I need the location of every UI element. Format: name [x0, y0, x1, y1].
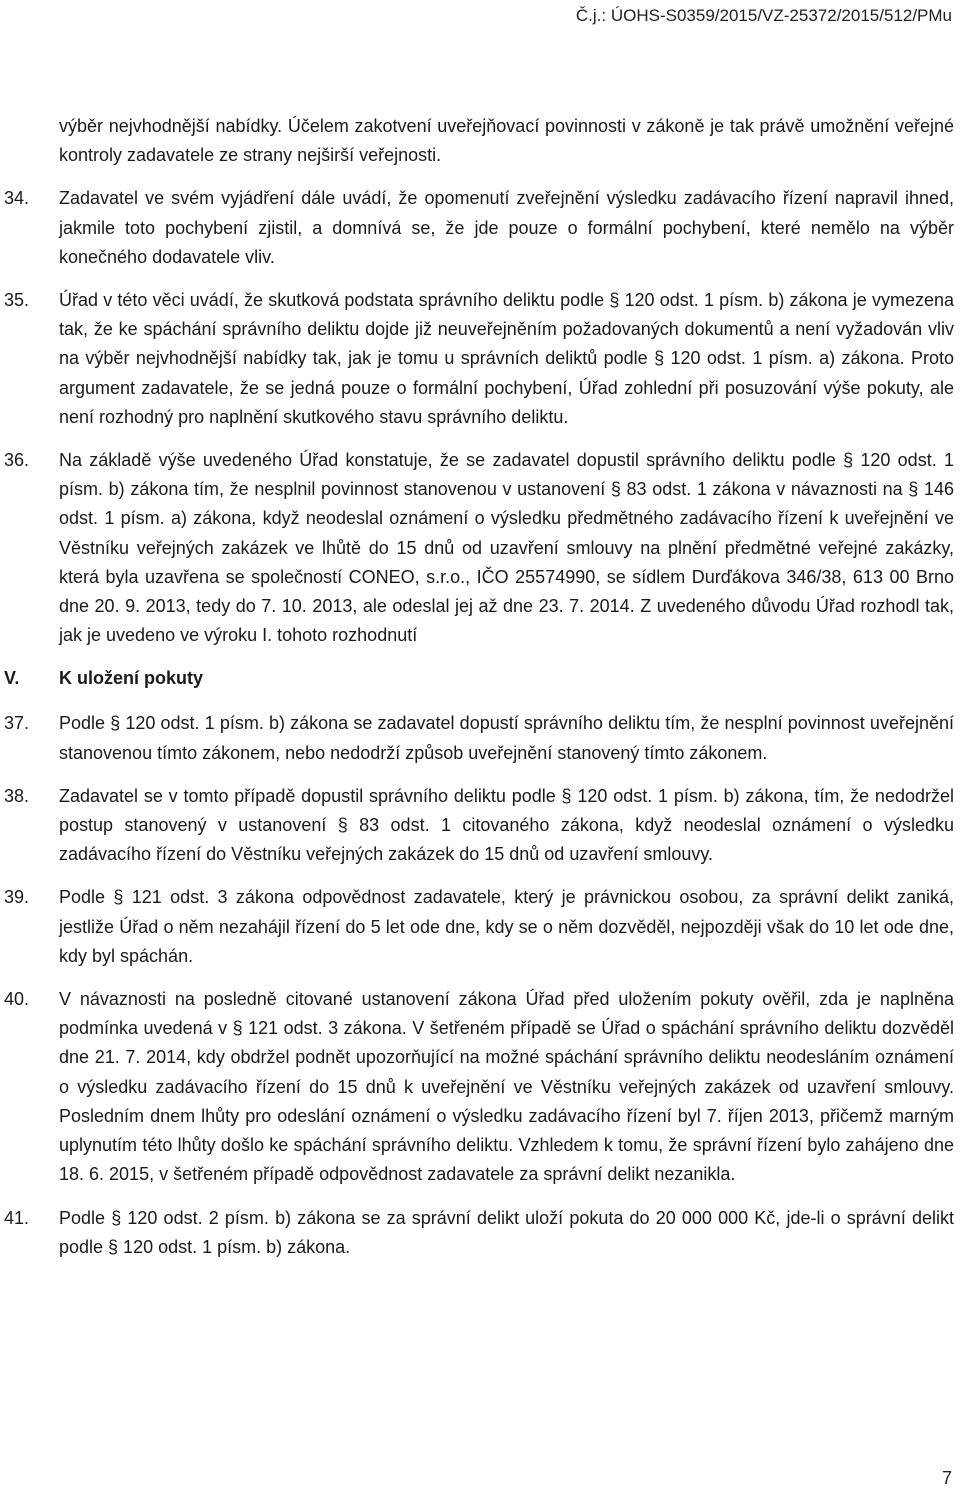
page-number: 7 [941, 1468, 952, 1488]
paragraph-34 [4, 184, 954, 272]
paragraph-35 [4, 286, 954, 432]
paragraph-text: Podle § 120 odst. 2 písm. b) zákona se za správní delikt uloží pokuta do 20 000 000 Kč, jde-li o správní delikt podle § 120 odst. 1 písm. b) zákona. [59, 1207, 954, 1257]
paragraph-40 [4, 985, 954, 1189]
paragraph-number: 35. [4, 290, 30, 311]
section-title: K uložení pokuty [59, 668, 203, 689]
paragraph-text: V návaznosti na posledně citované ustanovení zákona Úřad před uložením pokuty ověřil, zda je naplněna podmínka uvedená v § 121 odst. 3 zákona. V šetřeném případě se Úřad o spáchání správního deliktu dozvěděl dne 21. 7. 2014, kdy obdržel podnět upozorňující na možné spáchání správního deliktu neodesláním oznámení o výsledku zadávacího řízení do 15 dnů k uveřejnění ve Věstníku veřejných zakázek od uzavření smlouvy. Posledním dnem lhůty pro odeslání oznámení o výsledku zadávacího řízení byl 7. říjen 2013, přičemž marným uplynutím této lhůty došlo ke spáchání správního deliktu. Vzhledem k tomu, že správní řízení bylo zahájeno dne 18. 6. 2015, v šetřeném případě odpovědnost zadavatele za správní delikt nezanikla. [59, 989, 954, 1185]
continuation-text [4, 112, 954, 170]
paragraph-37 [4, 709, 954, 767]
paragraph-38 [4, 782, 954, 870]
paragraph-text: Na základě výše uvedeného Úřad konstatuje, že se zadavatel dopustil správního deliktu podle § 120 odst. 1 písm. b) zákona tím, že nesplnil povinnost stanovenou v ustanovení § 83 odst. 1 zákona v návaznosti na § 146 odst. 1 písm. a) zákona, když neodeslal oznámení o výsledku předmětného zadávacího řízení k uveřejnění ve Věstníku veřejných zakázek ve lhůtě do 15 dnů od uzavření smlouvy na plnění předmětné veřejné zakázky, která byla uzavřena se společností CONEO, s.r.o., IČO 25574990, se sídlem Durďákova 346/38, 613 00 Brno dne 20. 9. 2013, tedy do 7. 10. 2013, ale odeslal jej až dne 23. 7. 2014. Z uvedeného důvodu Úřad rozhodl tak, jak je uvedeno ve výroku I. tohoto rozhodnutí [59, 450, 954, 646]
section-number: V. [4, 668, 20, 689]
paragraph-text: Úřad v této věci uvádí, že skutková podstata správního deliktu podle § 120 odst. 1 písm. b) zákona je vymezena tak, že ke spáchání správního deliktu dojde již neuveřejněním požadovaných dokumentů a není vyžadován vliv na výběr nejvhodnější nabídky tak, jak je tomu u správních deliktů podle § 120 odst. 1 písm. a) zákona. Proto argument zadavatele, že se jedná pouze o formální pochybení, Úřad zohlední při posuzování výše pokuty, ale není rozhodný pro naplnění skutkového stavu správního deliktu. [59, 290, 954, 427]
paragraph-number: 34. [4, 188, 30, 209]
paragraph-36 [4, 446, 954, 650]
paragraph-number: 37. [4, 713, 30, 734]
paragraph-39 [4, 883, 954, 971]
document-reference: Č.j.: ÚOHS-S0359/2015/VZ-25372/2015/512/PMu [575, 6, 952, 25]
paragraph-text: Podle § 121 odst. 3 zákona odpovědnost zadavatele, který je právnickou osobou, za správní delikt zaniká, jestliže Úřad o něm nezahájil řízení do 5 let ode dne, kdy se o něm dozvěděl, nejpozději však do 10 let ode dne, kdy byl spáchán. [59, 887, 954, 966]
paragraph-41 [4, 1204, 954, 1262]
section-heading [4, 664, 954, 693]
paragraph-number: 39. [4, 887, 30, 908]
paragraph-number: 36. [4, 450, 30, 471]
paragraph-number: 40. [4, 989, 30, 1010]
document-body [4, 112, 954, 1276]
paragraph-text: Zadavatel se v tomto případě dopustil správního deliktu podle § 120 odst. 1 písm. b) zákona, tím, že nedodržel postup stanovený v ustanovení § 83 odst. 1 citovaného zákona, když neodeslal oznámení o výsledku zadávacího řízení do Věstníku veřejných zakázek do 15 dnů od uzavření smlouvy. [59, 785, 954, 865]
paragraph-number: 38. [4, 785, 30, 806]
paragraph-number: 41. [4, 1207, 30, 1228]
paragraph-text: výběr nejvhodnější nabídky. Účelem zakotvení uveřejňovací povinnosti v zákoně je tak právě umožnění veřejné kontroly zadavatele ze strany nejširší veřejnosti. [59, 116, 954, 166]
paragraph-text: Zadavatel ve svém vyjádření dále uvádí, že opomenutí zveřejnění výsledku zadávacího řízení napravil ihned, jakmile toto pochybení zjistil, a domnívá se, že jde pouze o formální pochybení, které nemělo na výběr konečného dodavatele vliv. [59, 188, 954, 267]
paragraph-text: Podle § 120 odst. 1 písm. b) zákona se zadavatel dopustí správního deliktu tím, že nesplní povinnost uveřejnění stanovenou tímto zákonem, nebo nedodrží způsob uveřejnění stanovený tímto zákonem. [59, 713, 954, 763]
